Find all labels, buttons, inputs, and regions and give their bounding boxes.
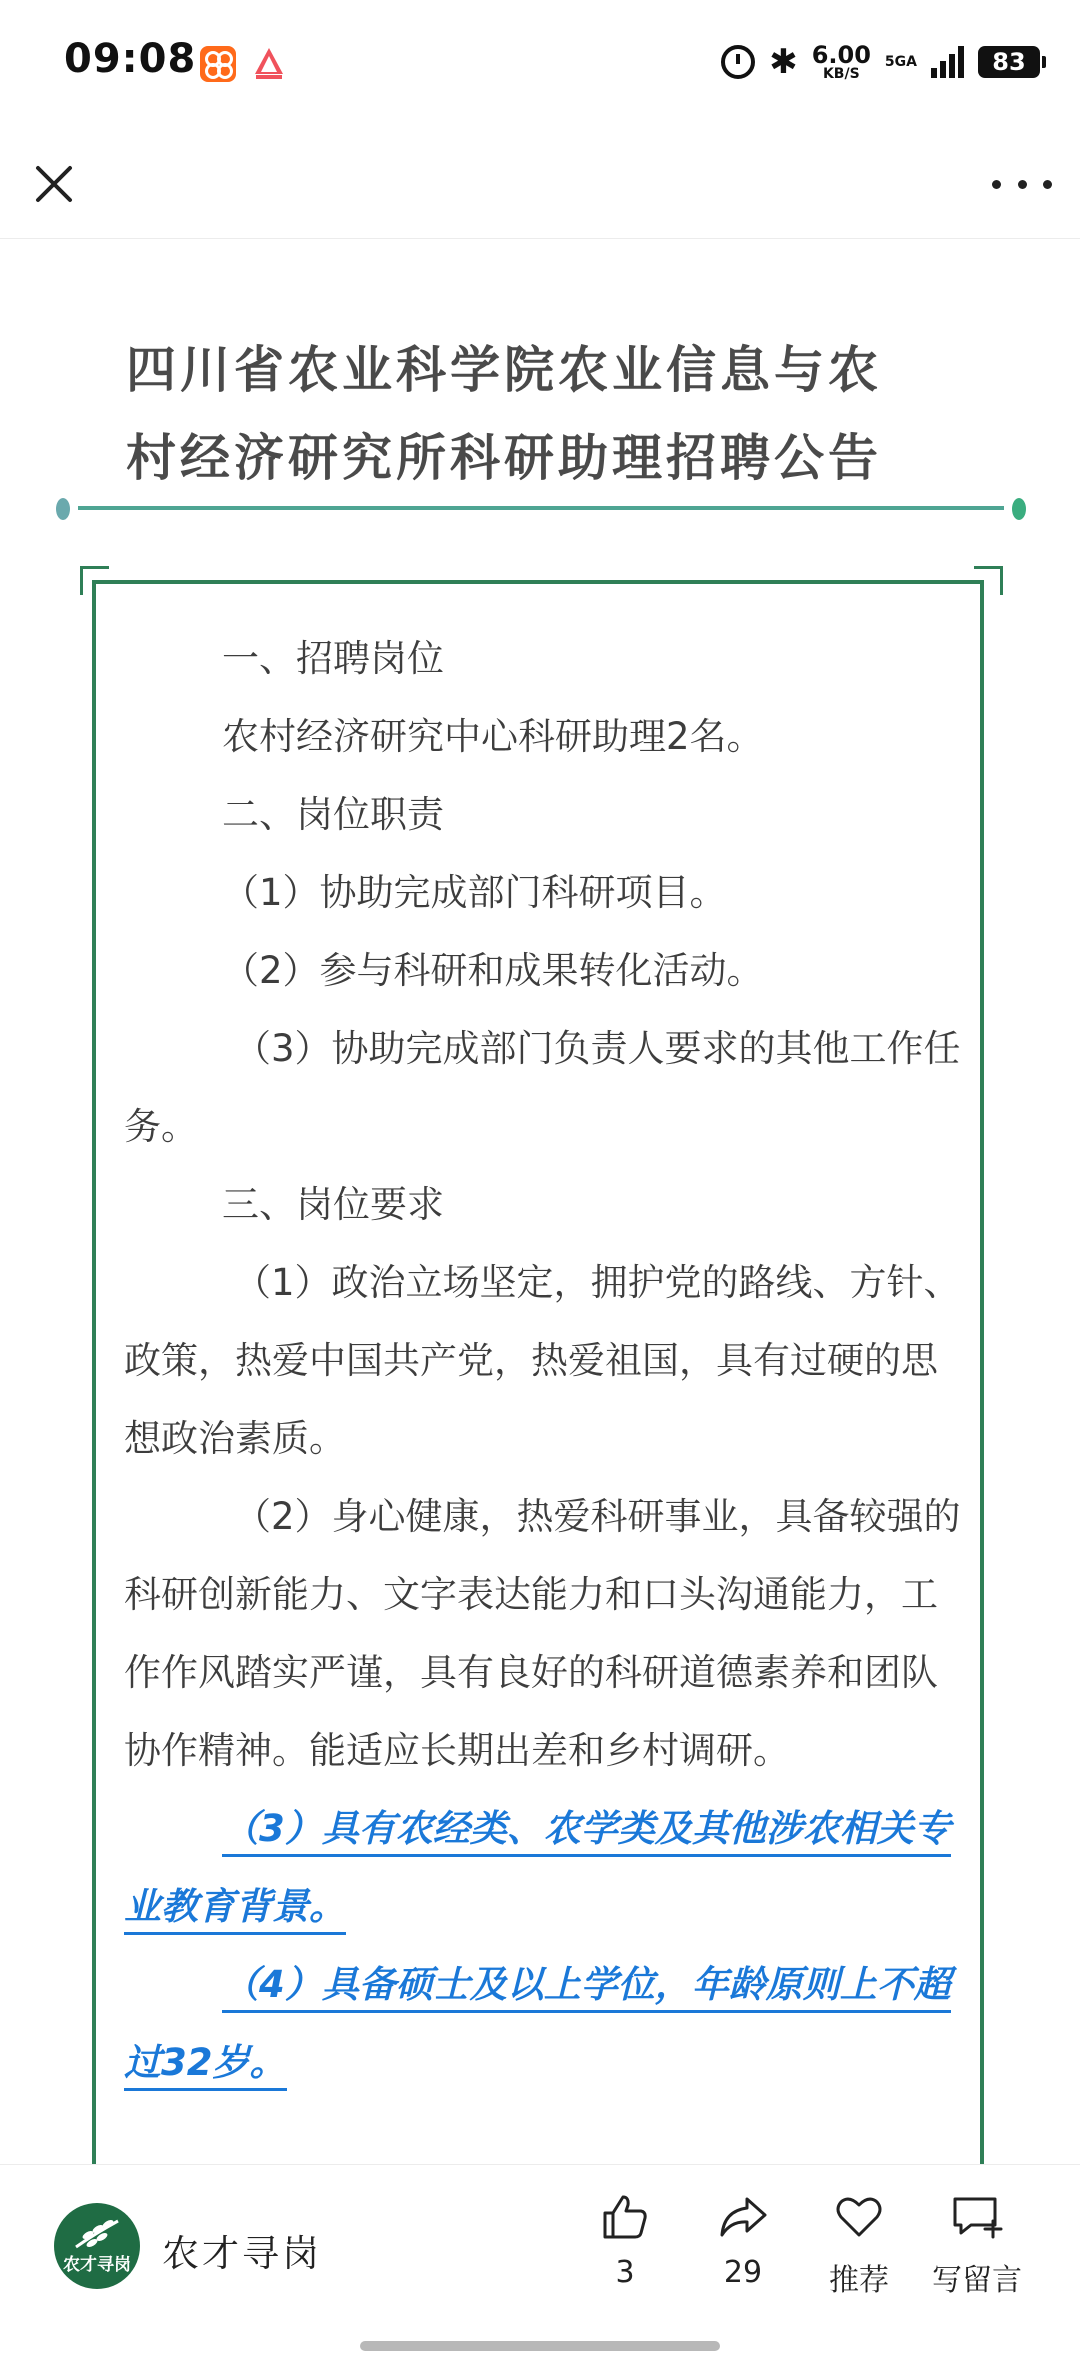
highlight-text: （3）具有农经类、农学类及其他涉农相关专业教育背景。	[124, 1807, 951, 1935]
paragraph: （2）参与科研和成果转化活动。	[222, 949, 764, 992]
signal-icon	[931, 46, 964, 78]
section-heading: 一、招聘岗位	[222, 637, 444, 680]
article-body	[124, 620, 970, 2102]
recommend-label: 推荐	[829, 2263, 889, 2298]
notification-app-icon-2	[250, 44, 288, 82]
speed-unit: KB/S	[822, 66, 860, 82]
recommend-button[interactable]	[804, 2191, 914, 2299]
home-indicator[interactable]	[360, 2341, 720, 2351]
account-name[interactable]: 农才寻岗	[162, 2232, 322, 2275]
status-indicators	[721, 38, 1040, 86]
like-button[interactable]	[570, 2191, 680, 2290]
like-count: 3	[615, 2255, 635, 2290]
title-line: 村经济研究所科研助理招聘公告	[126, 429, 882, 487]
alarm-icon	[721, 45, 755, 79]
bottom-action-bar	[0, 2164, 1080, 2377]
highlighted-paragraph	[124, 1946, 970, 2102]
bluetooth-icon: ✱	[769, 42, 798, 82]
share-button[interactable]	[688, 2191, 798, 2290]
top-nav-bar	[0, 120, 1080, 239]
comment-label: 写留言	[932, 2263, 1022, 2298]
avatar-text: 农才寻岗	[63, 2255, 131, 2275]
article-title	[126, 326, 966, 502]
paragraph: （2）身心健康，热爱科研事业，具备较强的科研创新能力、文字表达能力和口头沟通能力，工作作风踏实严谨，具有良好的科研道德素养和团队协作精神。能适应长期出差和乡村调研。	[124, 1495, 961, 1772]
title-line: 四川省农业科学院农业信息与农	[126, 341, 882, 399]
battery-icon: 83	[978, 46, 1040, 78]
section-heading: 三、岗位要求	[222, 1183, 444, 1226]
comment-button[interactable]	[922, 2191, 1032, 2299]
share-icon	[717, 2191, 769, 2243]
wheat-logo-icon	[72, 2215, 122, 2251]
more-icon[interactable]	[992, 164, 1052, 204]
avatar[interactable]	[54, 2203, 140, 2289]
paragraph: （1）协助完成部门科研项目。	[222, 871, 727, 914]
paragraph: 农村经济研究中心科研助理2名。	[222, 715, 764, 758]
highlight-text: （4）具备硕士及以上学位，年龄原则上不超过32岁。	[124, 1963, 951, 2091]
comment-icon	[949, 2191, 1005, 2243]
heart-icon	[833, 2191, 885, 2243]
highlighted-paragraph	[124, 1790, 970, 1946]
paragraph: （1）政治立场坚定，拥护党的路线、方针、政策，热爱中国共产党，热爱祖国，具有过硬的思想政治素质。	[124, 1261, 961, 1460]
network-type: 5GA	[884, 54, 917, 70]
status-time: 09:08	[64, 36, 197, 82]
paragraph: （3）协助完成部门负责人要求的其他工作任务。	[124, 1027, 961, 1148]
section-heading: 二、岗位职责	[222, 793, 444, 836]
notification-app-icon	[200, 46, 236, 82]
thumbs-up-icon	[599, 2191, 651, 2243]
network-speed	[812, 43, 871, 81]
speed-value: 6.00	[811, 41, 871, 69]
title-divider	[56, 498, 1026, 518]
share-count: 29	[723, 2255, 763, 2290]
status-bar	[0, 0, 1080, 120]
close-icon[interactable]	[30, 160, 78, 208]
